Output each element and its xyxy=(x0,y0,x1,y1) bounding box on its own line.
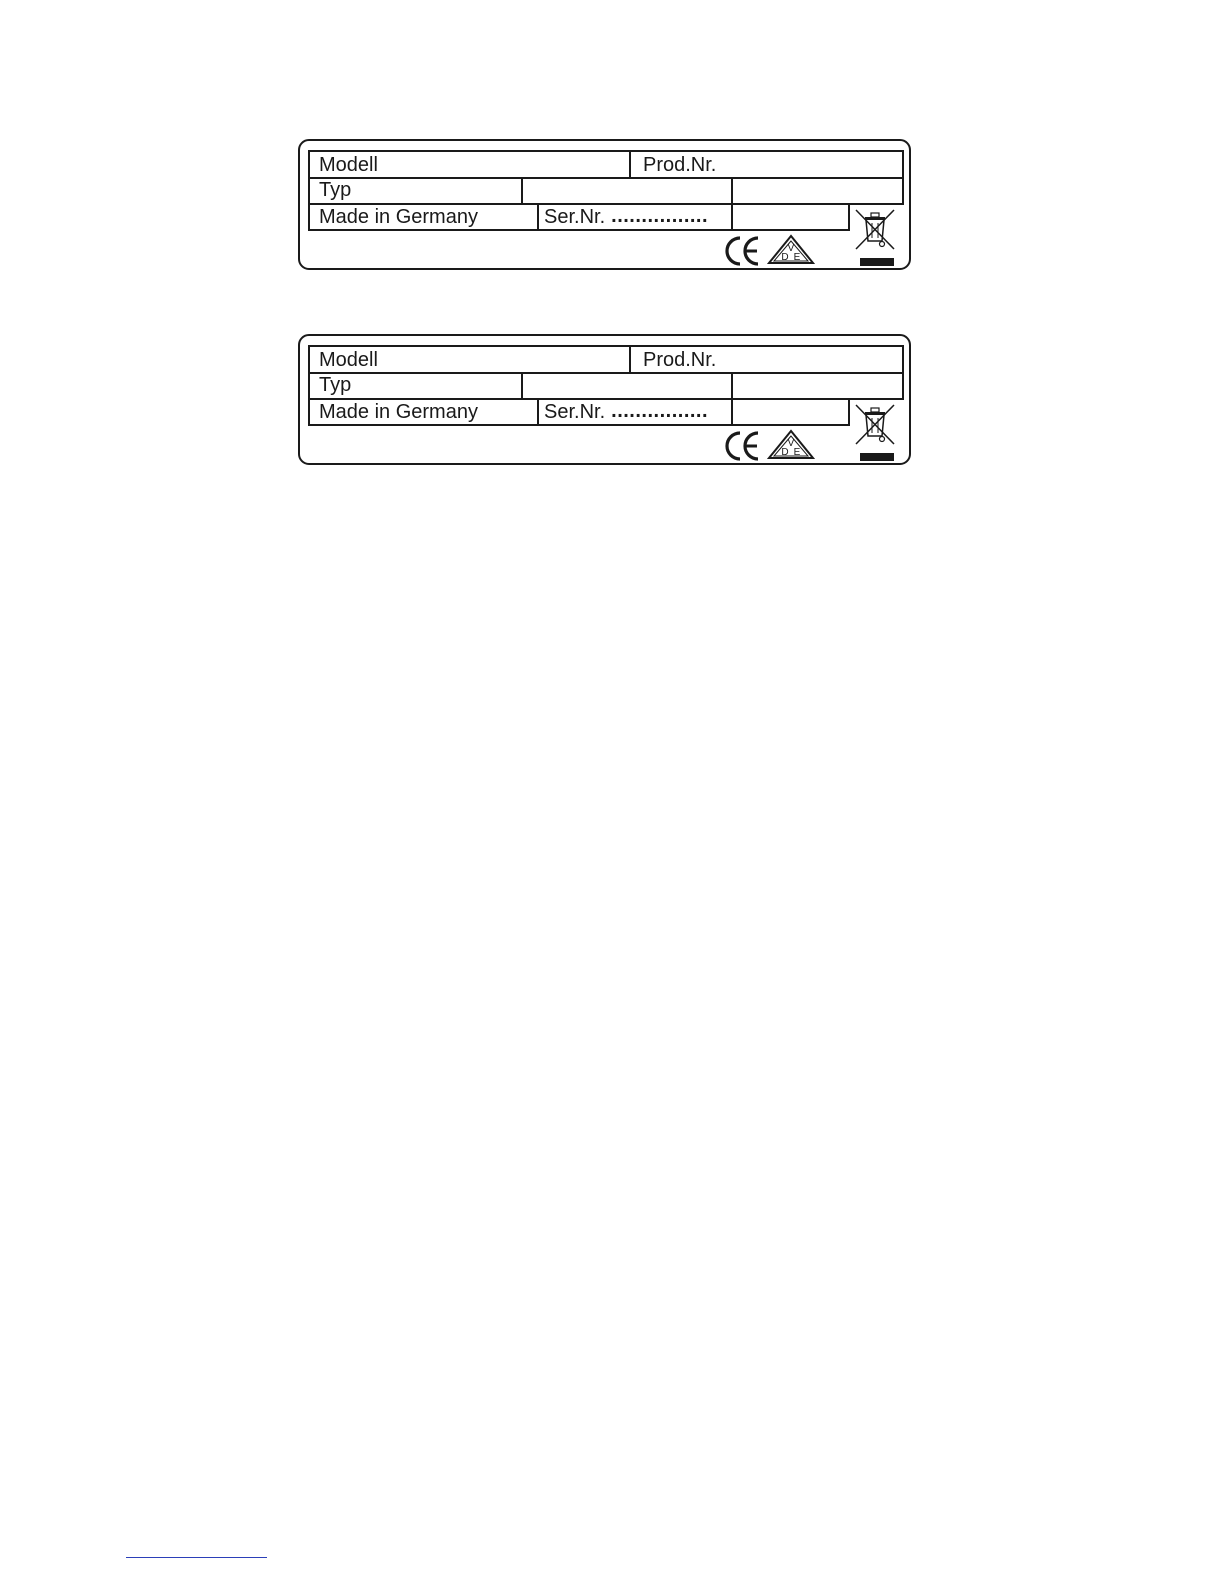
footnote-rule xyxy=(126,1557,267,1558)
rating-plate xyxy=(298,334,911,465)
svg-text:V: V xyxy=(787,243,795,254)
type-extra-cell xyxy=(733,177,902,203)
svg-text:V: V xyxy=(787,438,795,449)
serial-extra-cell xyxy=(733,400,848,424)
serial-number-label: Ser.Nr. xyxy=(544,401,606,423)
rating-plate-row-serial xyxy=(308,205,850,231)
type-value-cell xyxy=(523,372,733,398)
rating-plate-row-model xyxy=(308,345,904,374)
rating-plate-row-model xyxy=(308,150,904,179)
serial-number-placeholder: ................ xyxy=(611,400,709,422)
ce-mark-icon xyxy=(724,234,760,268)
rating-plate xyxy=(298,139,911,270)
type-value-cell xyxy=(523,177,733,203)
model-label: Modell xyxy=(310,347,631,372)
svg-text:D: D xyxy=(781,447,789,458)
crossed-out-wheelie-bin-icon xyxy=(854,207,896,252)
vde-mark-icon xyxy=(766,429,816,462)
type-label: Typ xyxy=(310,177,523,203)
vde-mark-icon xyxy=(766,234,816,267)
rating-plate-row-type xyxy=(308,177,904,205)
crossed-out-wheelie-bin-icon xyxy=(854,402,896,447)
svg-text:E: E xyxy=(793,447,801,458)
weee-bar xyxy=(860,258,894,266)
product-number-label: Prod.Nr. xyxy=(643,348,717,371)
serial-extra-cell xyxy=(733,205,848,229)
rating-plate-row-serial xyxy=(308,400,850,426)
serial-number-label: Ser.Nr. xyxy=(544,206,606,228)
model-label: Modell xyxy=(310,152,631,177)
serial-number-placeholder: ................ xyxy=(611,205,709,227)
svg-text:D: D xyxy=(781,252,789,263)
svg-text:E: E xyxy=(793,252,801,263)
type-extra-cell xyxy=(733,372,902,398)
weee-bar xyxy=(860,453,894,461)
ce-mark-icon xyxy=(724,429,760,463)
serial-number-cell xyxy=(539,400,733,424)
made-in-germany-label: Made in Germany xyxy=(310,400,539,424)
serial-number-cell xyxy=(539,205,733,229)
rating-plate-row-type xyxy=(308,372,904,400)
type-label: Typ xyxy=(310,372,523,398)
made-in-germany-label: Made in Germany xyxy=(310,205,539,229)
product-number-label: Prod.Nr. xyxy=(643,153,717,176)
